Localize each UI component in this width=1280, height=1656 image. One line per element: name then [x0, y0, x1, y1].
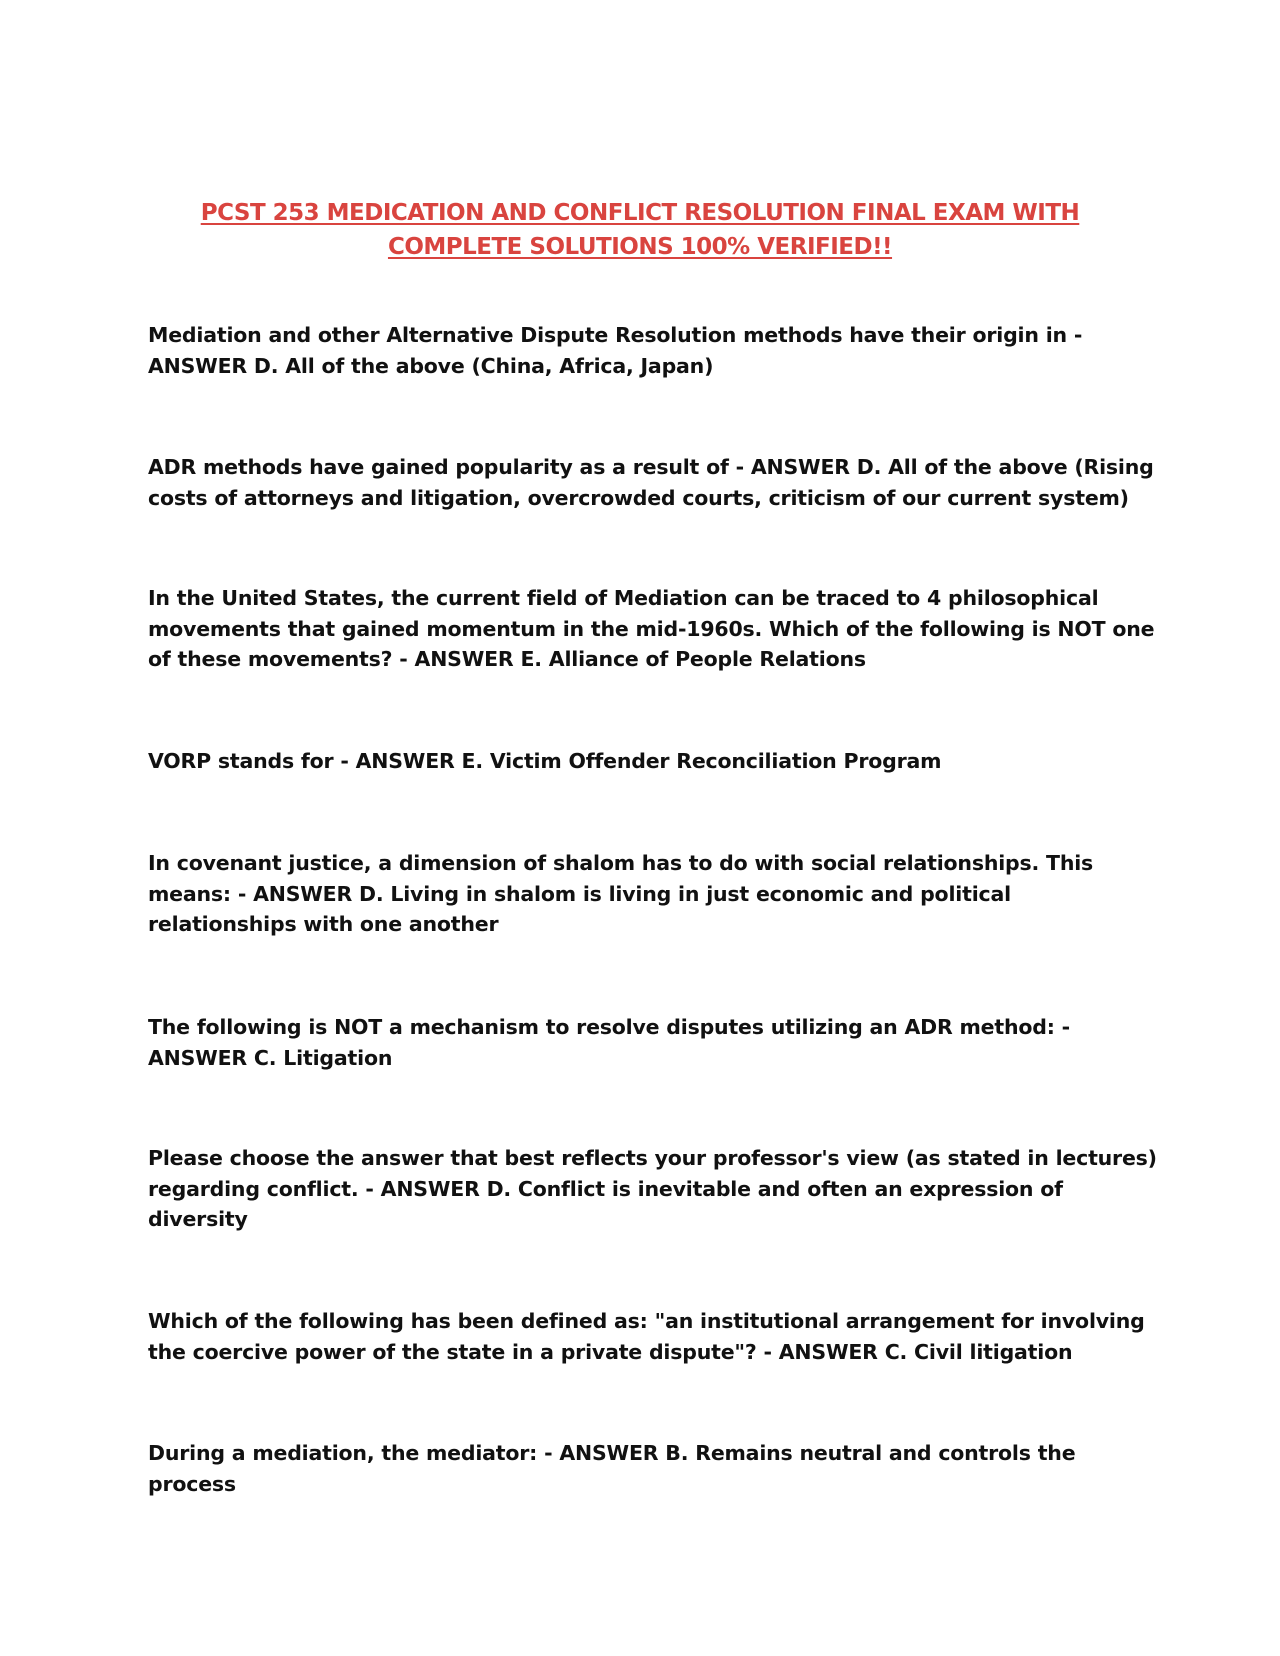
question-answer-item: [148, 320, 1138, 381]
qa-line: The following is NOT a mechanism to resolve disputes utilizing an ADR method: -: [148, 1015, 1070, 1039]
qa-line: In covenant justice, a dimension of shalom has to do with social relationships. This: [148, 851, 1094, 875]
qa-line: ANSWER D. All of the above (China, Africa, Japan): [148, 353, 714, 378]
qa-line: the coercive power of the state in a private dispute"? - ANSWER C. Civil litigation: [148, 1339, 1073, 1364]
qa-line: relationships with one another: [148, 912, 499, 936]
qa-line: Please choose the answer that best reflects your professor's view (as stated in lectures): [148, 1146, 1157, 1170]
question-answer-item: [148, 1438, 1138, 1499]
question-answer-item: [148, 848, 1138, 940]
question-answer-item: [148, 1143, 1157, 1235]
question-answer-item: [148, 746, 1138, 777]
qa-line: costs of attorneys and litigation, overcrowded courts, criticism of our current system): [148, 485, 1129, 510]
document-title-line: COMPLETE SOLUTIONS 100% VERIFIED!!: [387, 234, 893, 260]
question-answer-item: [148, 583, 1155, 675]
question-answer-item: [148, 1012, 1138, 1073]
qa-line: Which of the following has been defined as: "an institutional arrangement for involving: [148, 1309, 1145, 1333]
qa-line: regarding conflict. - ANSWER D. Conflict is inevitable and often an expression of: [148, 1176, 1063, 1201]
qa-line: Mediation and other Alternative Dispute Resolution methods have their origin in -: [148, 323, 1083, 347]
qa-line: During a mediation, the mediator: - ANSWER B. Remains neutral and controls the: [148, 1441, 1076, 1465]
qa-line: of these movements? - ANSWER E. Alliance of People Relations: [148, 647, 866, 671]
qa-line: means: - ANSWER D. Living in shalom is living in just economic and political: [148, 881, 1011, 906]
question-answer-item: [148, 452, 1154, 513]
qa-line: ADR methods have gained popularity as a result of - ANSWER D. All of the above (Rising: [148, 455, 1154, 479]
qa-line: diversity: [148, 1207, 248, 1231]
document-title-line: PCST 253 MEDICATION AND CONFLICT RESOLUTION FINAL EXAM WITH: [200, 200, 1080, 226]
qa-line: ANSWER C. Litigation: [148, 1045, 393, 1070]
qa-line: VORP stands for - ANSWER E. Victim Offender Reconciliation Program: [148, 749, 942, 773]
question-answer-item: [148, 1306, 1145, 1367]
qa-line: process: [148, 1471, 236, 1496]
qa-line: movements that gained momentum in the mid-1960s. Which of the following is NOT one: [148, 616, 1155, 641]
document-title: [120, 196, 1160, 264]
qa-line: In the United States, the current field of Mediation can be traced to 4 philosophical: [148, 586, 1099, 610]
